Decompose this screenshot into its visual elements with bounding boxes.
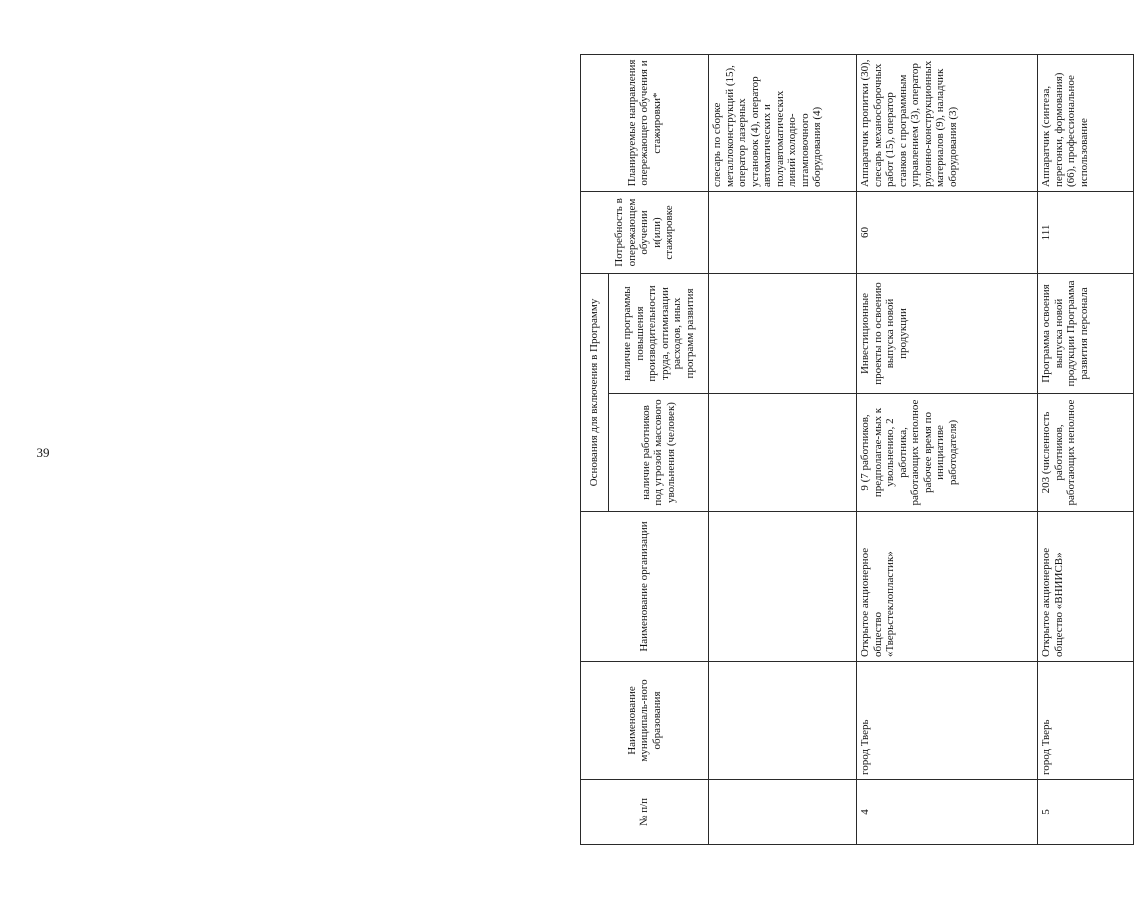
cell-programs: Программа освоения выпуска новой продукции Программа развития персонала (1038, 274, 1134, 394)
program-table (580, 54, 1134, 845)
header-grounds-workers: наличие работников под угрозой массового увольнения (человек) (609, 394, 709, 512)
cell-num (709, 780, 857, 845)
header-grounds-programs: наличие программы повышения производительности труда, оптимизации расходов, иных программ развития (609, 274, 709, 394)
cell-organization: Открытое акционерное общество «Тверьстеклопластик» (857, 512, 1038, 662)
page-number: 39 (36, 445, 50, 460)
cell-organization: Открытое акционерное общество «ВНИИСВ» (1038, 512, 1134, 662)
cell-directions: Аппаратчик (синтеза, перегонки, формования) (66), профессиональное использование (1038, 55, 1134, 192)
cell-directions: слесарь по сборке металлоконструкций (15), оператор лазерных установок (4), оператор автоматических и полуавтоматических линий холодно-штамповочного оборудования (4) (709, 55, 857, 192)
cell-organization (709, 512, 857, 662)
header-need: Потребность в опережающем обучении и(или) стажировке (581, 192, 709, 274)
cell-directions: Аппаратчик пропитки (30), слесарь механосборочных работ (15), оператор станков с программным управлением (3), оператор рулонно-конструкционных материалов (9), наладчик оборудования (3) (857, 55, 1038, 192)
cell-num: 4 (857, 780, 1038, 845)
cell-workers: 203 (численность работников, работающих неполное (1038, 394, 1134, 512)
header-row (581, 55, 609, 845)
cell-programs (709, 274, 857, 394)
cell-municipality: город Тверь (1038, 662, 1134, 780)
cell-need: 111 (1038, 192, 1134, 274)
table-row (709, 55, 857, 845)
cell-need (709, 192, 857, 274)
table-row (1038, 55, 1134, 845)
header-municipality: Наименование муниципаль-ного образования (581, 662, 709, 780)
table-row (857, 55, 1038, 845)
rotated-table-container (580, 55, 1133, 845)
header-directions: Планируемые направления опережающего обучения и стажировки* (581, 55, 709, 192)
cell-programs: Инвестиционные проекты по освоению выпуска новой продукции (857, 274, 1038, 394)
cell-municipality: город Тверь (857, 662, 1038, 780)
header-num: № п/п (581, 780, 709, 845)
cell-workers (709, 394, 857, 512)
cell-workers: 9 (7 работников, предполагае-мых к увольнению, 2 работника, работающих неполное рабочее время по инициативе работодателя) (857, 394, 1038, 512)
cell-num: 5 (1038, 780, 1134, 845)
cell-municipality (709, 662, 857, 780)
header-organization: Наименование организации (581, 512, 709, 662)
header-grounds: Основания для включения в Программу (581, 274, 609, 512)
cell-need: 60 (857, 192, 1038, 274)
